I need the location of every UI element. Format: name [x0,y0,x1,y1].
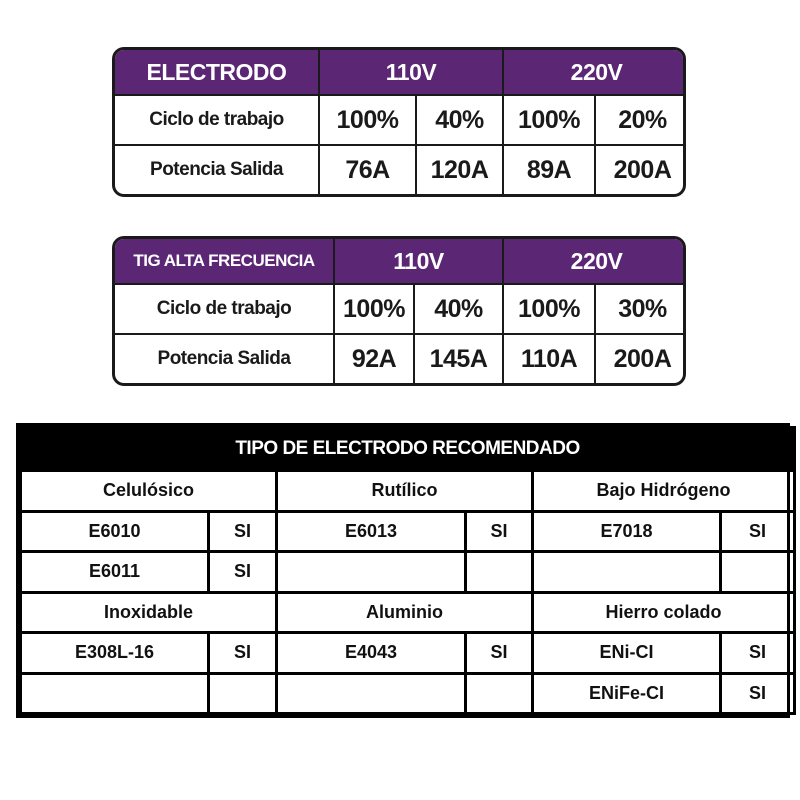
cell: SI [721,673,795,714]
table-row [115,145,686,194]
cell: 100% [503,284,595,334]
row-label: Potencia Salida [115,334,334,383]
header-220v: 220V [503,239,686,284]
group-header: Celulósico [21,471,277,512]
cell: E308L-16 [21,633,209,674]
table-row [21,552,795,593]
cell: SI [209,633,277,674]
cell: E6010 [21,511,209,552]
cell: 89A [503,145,595,194]
recommended-electrode-table [16,423,790,718]
table-row [21,511,795,552]
group-row [21,471,795,512]
cell: E6011 [21,552,209,593]
cell [277,552,466,593]
cell [721,552,795,593]
table-row [21,673,795,714]
cell: 40% [416,95,503,145]
cell: 100% [503,95,595,145]
cell: SI [466,511,533,552]
cell: E4043 [277,633,466,674]
header-mode: ELECTRODO [115,50,319,95]
header-row [115,50,686,95]
cell [209,673,277,714]
cell: SI [721,511,795,552]
cell: E6013 [277,511,466,552]
cell: 30% [595,284,686,334]
table-title: TIPO DE ELECTRODO RECOMENDADO [21,428,795,471]
row-label: Ciclo de trabajo [115,95,319,145]
table-row [115,284,686,334]
group-header: Aluminio [277,592,533,633]
cell: 40% [414,284,503,334]
cell: 100% [319,95,416,145]
cell: SI [466,633,533,674]
header-110v: 110V [319,50,503,95]
row-label: Ciclo de trabajo [115,284,334,334]
group-header: Hierro colado [533,592,795,633]
tig-spec-table [112,236,686,386]
cell: 120A [416,145,503,194]
group-header: Inoxidable [21,592,277,633]
table-row [115,95,686,145]
cell: 100% [334,284,414,334]
cell: E7018 [533,511,721,552]
cell: SI [209,552,277,593]
header-110v: 110V [334,239,503,284]
cell: 20% [595,95,686,145]
cell: 200A [595,145,686,194]
cell: 92A [334,334,414,383]
cell: 145A [414,334,503,383]
cell: 200A [595,334,686,383]
header-220v: 220V [503,50,686,95]
table-row [115,334,686,383]
cell: ENiFe-CI [533,673,721,714]
cell [466,552,533,593]
cell: 76A [319,145,416,194]
cell: ENi-CI [533,633,721,674]
table-row [21,633,795,674]
cell [277,673,466,714]
group-header: Rutílico [277,471,533,512]
row-label: Potencia Salida [115,145,319,194]
cell [533,552,721,593]
cell: SI [721,633,795,674]
header-mode: TIG ALTA FRECUENCIA [115,239,334,284]
electrodo-spec-table [112,47,686,197]
cell: SI [209,511,277,552]
cell [466,673,533,714]
group-row [21,592,795,633]
cell [21,673,209,714]
cell: 110A [503,334,595,383]
group-header: Bajo Hidrógeno [533,471,795,512]
header-row [115,239,686,284]
